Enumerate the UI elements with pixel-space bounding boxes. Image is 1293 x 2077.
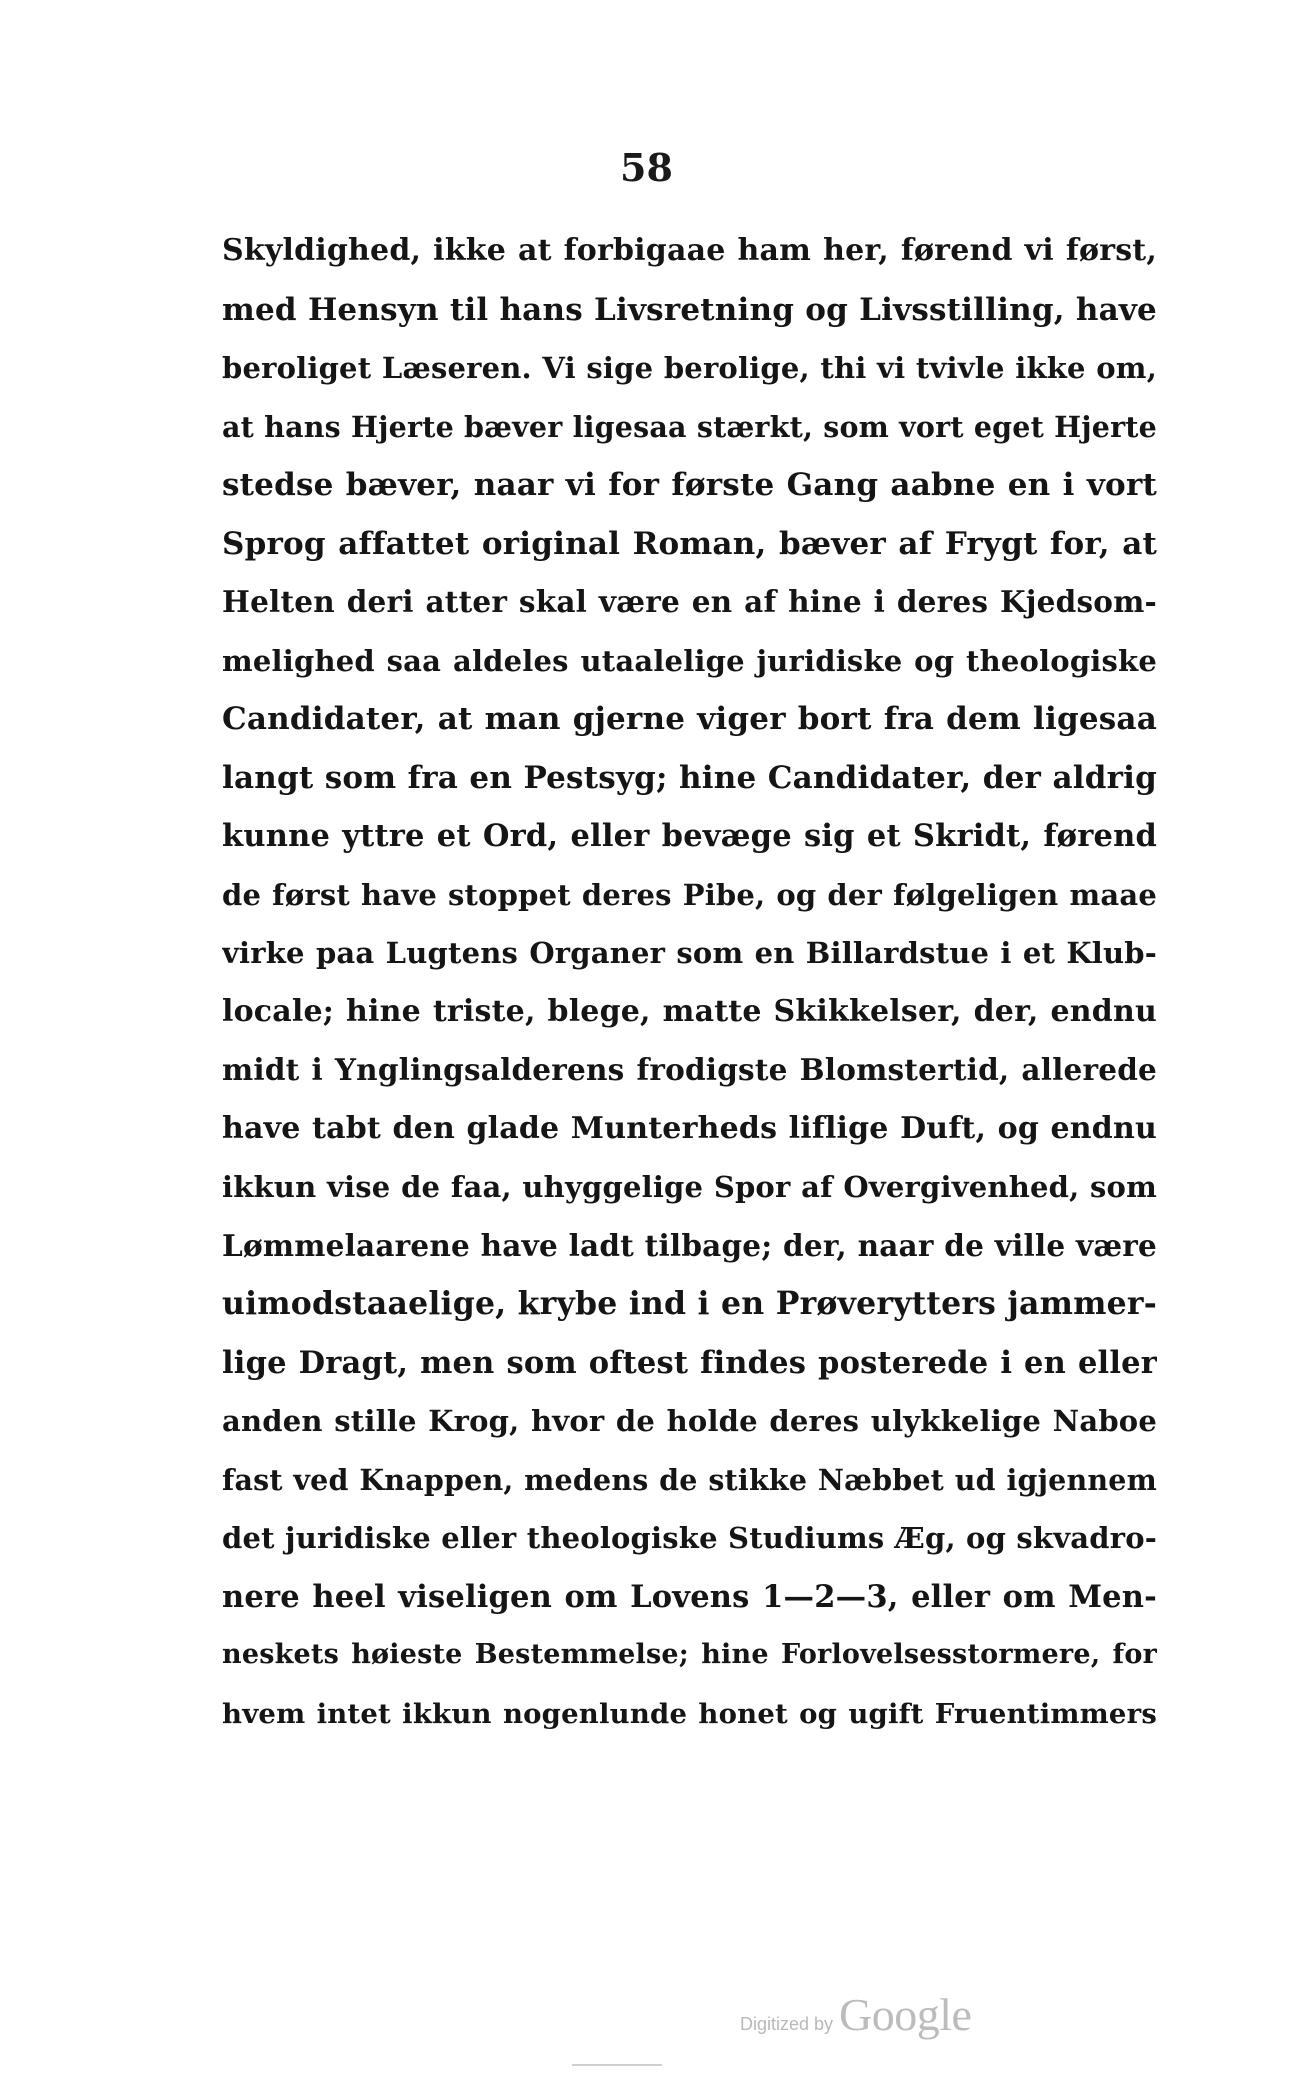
text-line: neskets høieste Bestemmelse; hine Forlovelsesstormere, for <box>222 1639 1157 1670</box>
text-line: nere heel viseligen om Lovens 1—2—3, eller om Men- <box>222 1578 1157 1615</box>
text-line: at hans Hjerte bæver ligesaa stærkt, som vort eget Hjerte <box>222 409 1157 444</box>
page-number: 58 <box>620 145 673 190</box>
text-line: lige Dragt, men som oftest findes posterede i en eller <box>222 1344 1157 1381</box>
text-line: Sprog affattet original Roman, bæver af Frygt for, at <box>222 525 1157 562</box>
text-line: virke paa Lugtens Organer som en Billardstue i et Klub- <box>222 936 1157 970</box>
text-line: langt som fra en Pestsyg; hine Candidater, der aldrig <box>222 759 1157 796</box>
text-line: have tabt den glade Munterheds liflige Duft, og endnu <box>222 1110 1157 1146</box>
text-line: hvem intet ikkun nogenlunde honet og ugift Fruentimmers <box>222 1697 1157 1730</box>
text-line: det juridiske eller theologiske Studiums Æg, og skvadro- <box>222 1521 1157 1555</box>
scan-artifact-mark <box>572 2064 662 2066</box>
google-logo: Google <box>839 1989 972 2040</box>
text-line: Helten deri atter skal være en af hine i deres Kjedsom- <box>222 584 1157 619</box>
text-line: stedse bæver, naar vi for første Gang aabne en i vort <box>222 467 1157 503</box>
text-line: melighed saa aldeles utaalelige juridiske og theologiske <box>222 643 1157 678</box>
text-line: Skyldighed, ikke at forbigaae ham her, førend vi først, <box>222 233 1157 268</box>
text-line: beroliget Læseren. Vi sige berolige, thi vi tvivle ikke om, <box>222 351 1157 385</box>
text-line: locale; hine triste, blege, matte Skikkelser, der, endnu <box>222 993 1157 1029</box>
text-line: ikkun vise de faa, uhyggelige Spor af Overgivenhed, som <box>222 1170 1157 1204</box>
text-line: kunne yttre et Ord, eller bevæge sig et Skridt, førend <box>222 818 1157 854</box>
text-line: fast ved Knappen, medens de stikke Næbbet ud igjennem <box>222 1462 1157 1497</box>
text-line: Candidater, at man gjerne viger bort fra dem ligesaa <box>222 701 1157 737</box>
text-line: Lømmelaarene have ladt tilbage; der, naar de ville være <box>222 1227 1157 1263</box>
digitization-watermark <box>740 1988 1020 2048</box>
body-text <box>222 222 1157 1743</box>
text-line: anden stille Krog, hvor de holde deres ulykkelige Naboe <box>222 1404 1157 1438</box>
text-line: med Hensyn til hans Livsretning og Livsstilling, have <box>222 291 1157 328</box>
text-line: de først have stoppet deres Pibe, og der følgeligen maae <box>222 877 1157 912</box>
watermark-prefix: Digitized by <box>740 2014 834 2034</box>
text-line: midt i Ynglingsalderens frodigste Blomstertid, allerede <box>222 1052 1157 1087</box>
text-line: uimodstaaelige, krybe ind i en Prøveryttеrs jammer- <box>222 1285 1157 1322</box>
